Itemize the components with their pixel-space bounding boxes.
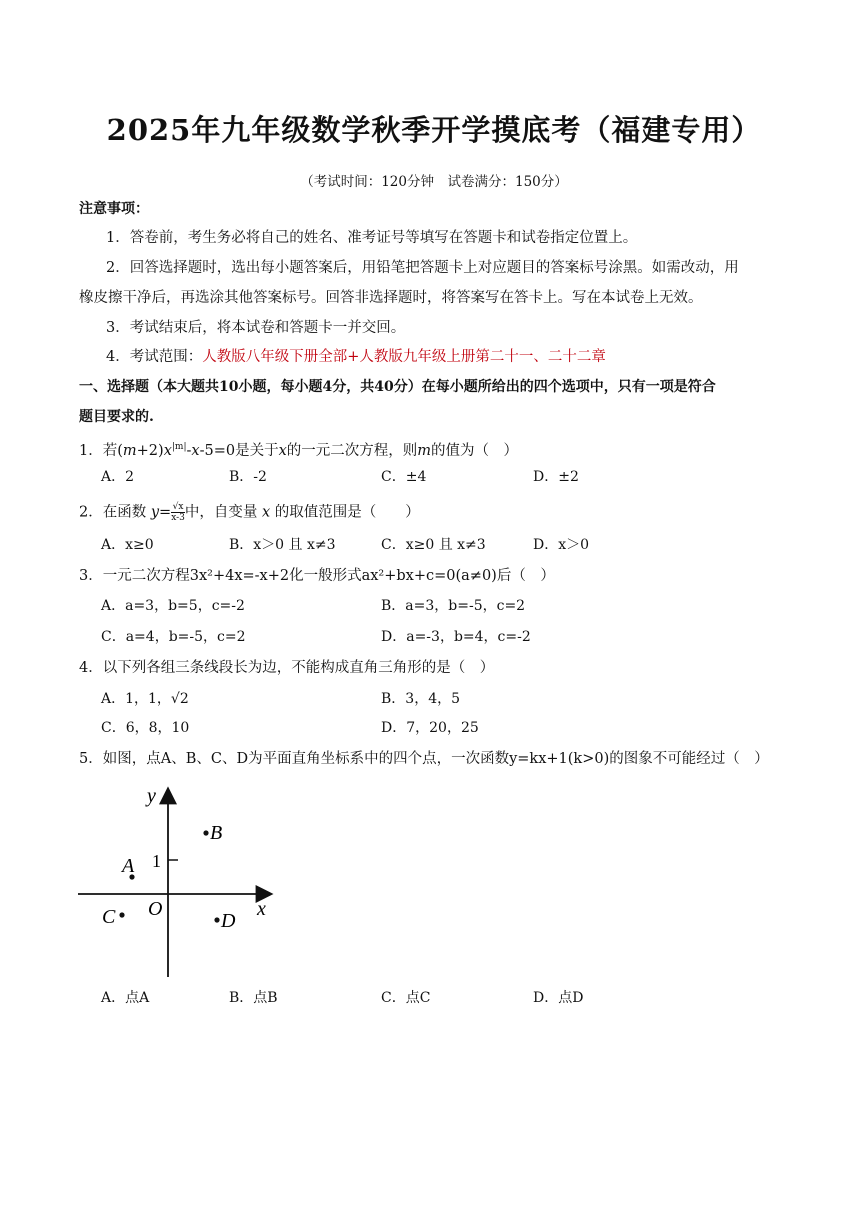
q2-option-b: B．x＞0 且 x≠3 xyxy=(229,537,336,553)
q1-option-c: C．±4 xyxy=(381,469,427,485)
q2-fraction: $\frac{√x}{x-3}$ xyxy=(171,502,185,523)
note-item-4-prefix: 4．考试范围： xyxy=(106,349,203,365)
q1-option-a: A．2 xyxy=(101,469,135,485)
q2-option-a: A．x≥0 xyxy=(101,537,154,553)
q2-option-c: C．x≥0 且 x≠3 xyxy=(381,537,486,553)
q3-option-c: C．a=4，b=-5，c=2 xyxy=(101,629,246,645)
q2-option-d: D．x＞0 xyxy=(533,537,590,553)
section-1-heading-b: 题目要求的. xyxy=(79,409,154,425)
q3-option-b: B．a=3，b=-5，c=2 xyxy=(381,598,526,614)
q4-option-a: A．1，1，√2 xyxy=(101,691,189,707)
note-item-4 xyxy=(106,347,606,367)
note-item-2a: 2．回答选择题时，选出每小题答案后，用铅笔把答题卡上对应题目的答案标号涂黑。如需改动，用 xyxy=(106,260,739,276)
point-c-label: C xyxy=(102,906,116,928)
question-1: 1．若$(m+2)x^{|m|}-x-5=0$是关于x的一元二次方程，则m的值为（ ） xyxy=(79,442,519,459)
coordinate-figure xyxy=(75,780,280,985)
exam-title: 2025年九年级数学秋季开学摸底考（福建专用） xyxy=(106,113,762,147)
q4-option-b: B．3，4，5 xyxy=(381,691,461,707)
notes-heading: 注意事项： xyxy=(79,201,149,217)
origin-label: O xyxy=(148,898,163,920)
q3-option-d: D．a=-3，b=4，c=-2 xyxy=(381,629,531,645)
q5-option-d: D．点D xyxy=(533,990,584,1006)
section-1-heading-a: 一、选择题（本大题共10小题，每小题4分，共40分）在每小题所给出的四个选项中，只有一项是符合 xyxy=(79,379,716,395)
exam-scope: 人教版八年级下册全部+人教版九年级上册第二十一、二十二章 xyxy=(202,349,606,365)
note-item-1: 1．答卷前，考生务必将自己的姓名、准考证号等填写在答题卡和试卷指定位置上。 xyxy=(106,230,638,246)
point-b xyxy=(203,830,208,835)
note-item-2b: 橡皮擦干净后，再选涂其他答案标号。回答非选择题时，将答案写在答卡上。写在本试卷上无效。 xyxy=(79,290,703,306)
x-axis-label: x xyxy=(257,898,266,920)
q5-option-a: A．点A xyxy=(101,990,150,1006)
q5-option-b: B．点B xyxy=(229,990,278,1006)
exam-subtitle: （考试时间：120分钟 试卷满分：150分） xyxy=(300,174,568,190)
q4-option-c: C．6，8，10 xyxy=(101,720,190,736)
q1-option-d: D．±2 xyxy=(533,469,579,485)
question-2: 2．在函数 y= $\frac{√x}{x-3}$ 中，自变量 x 的取值范围是（ ） xyxy=(79,502,420,523)
point-d xyxy=(214,917,219,922)
y-axis-label: y xyxy=(147,785,156,807)
point-d-label: D xyxy=(221,910,236,932)
point-a-label: A xyxy=(122,855,135,877)
q3-option-a: A．a=3，b=5，c=-2 xyxy=(101,598,245,614)
q4-option-d: D．7，20，25 xyxy=(381,720,479,736)
q1-option-b: B．-2 xyxy=(229,469,267,485)
point-b-label: B xyxy=(210,822,223,844)
tick-label-1: 1 xyxy=(152,851,161,871)
question-4: 4．以下列各组三条线段长为边，不能构成直角三角形的是（ ） xyxy=(79,660,495,676)
point-c xyxy=(119,912,124,917)
q5-option-c: C．点C xyxy=(381,990,431,1006)
note-item-3: 3．考试结束后，将本试卷和答题卡一并交回。 xyxy=(106,320,406,336)
question-3: 3．一元二次方程3x²+4x=-x+2化一般形式ax²+bx+c=0(a≠0)后（ ） xyxy=(79,568,555,584)
question-5: 5．如图，点A、B、C、D为平面直角坐标系中的四个点，一次函数y=kx+1(k>0)的图象不可能经过（ ） xyxy=(79,751,769,767)
